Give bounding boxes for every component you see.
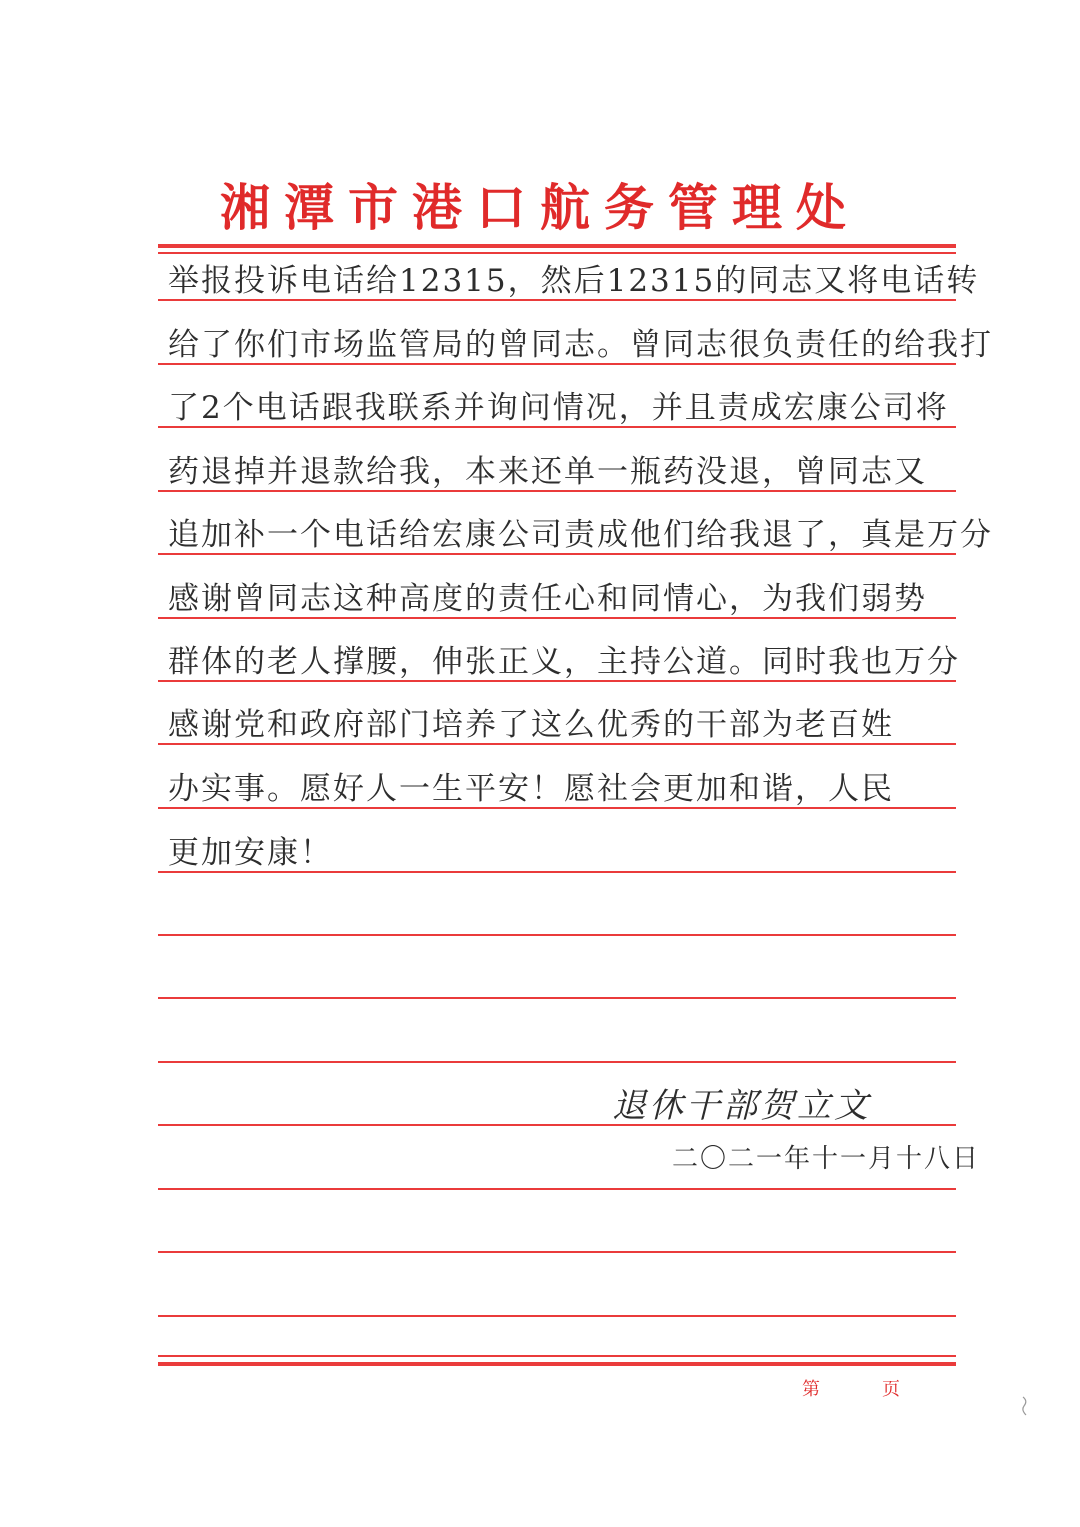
letter-line-5: 追加补一个电话给宏康公司责成他们给我退了，真是万分 xyxy=(168,517,993,553)
letter-line-1: 举报投诉电话给12315，然后12315的同志又将电话转 xyxy=(168,263,980,299)
letter-line-9: 办实事。愿好人一生平安！愿社会更加和谐，人民 xyxy=(168,771,894,807)
signature: 退休干部贺立文 xyxy=(612,1086,871,1126)
edge-mark-icon xyxy=(1020,1395,1030,1417)
letter-line-10: 更加安康！ xyxy=(168,835,333,871)
letterhead-title: 湘潭市港口航务管理处 xyxy=(220,178,860,237)
letter-line-3: 了2个电话跟我联系并询问情况，并且责成宏康公司将 xyxy=(168,390,949,426)
letter-line-8: 感谢党和政府部门培养了这么优秀的干部为老百姓 xyxy=(168,707,894,743)
letter-line-6: 感谢曾同志这种高度的责任心和同情心，为我们弱势 xyxy=(168,581,927,617)
letter-line-4: 药退掉并退款给我，本来还单一瓶药没退，曾同志又 xyxy=(168,454,927,490)
writing-line xyxy=(158,997,956,999)
bottom-rule xyxy=(158,1362,956,1366)
writing-line xyxy=(158,1188,956,1190)
top-rule-inner xyxy=(158,252,956,254)
writing-line xyxy=(158,934,956,936)
letter-line-2: 给了你们市场监管局的曾同志。曾同志很负责任的给我打 xyxy=(168,327,993,363)
writing-line xyxy=(158,1251,956,1253)
writing-line xyxy=(158,1315,956,1317)
page-number-prefix: 第 xyxy=(802,1379,820,1400)
letter-date: 二〇二一年十一月十八日 xyxy=(672,1144,981,1174)
page-number-suffix: 页 xyxy=(882,1379,900,1400)
top-rule xyxy=(158,244,956,248)
bottom-rule-inner xyxy=(158,1355,956,1357)
letter-line-7: 群体的老人撑腰，伸张正义，主持公道。同时我也万分 xyxy=(168,644,960,680)
writing-line xyxy=(158,1061,956,1063)
